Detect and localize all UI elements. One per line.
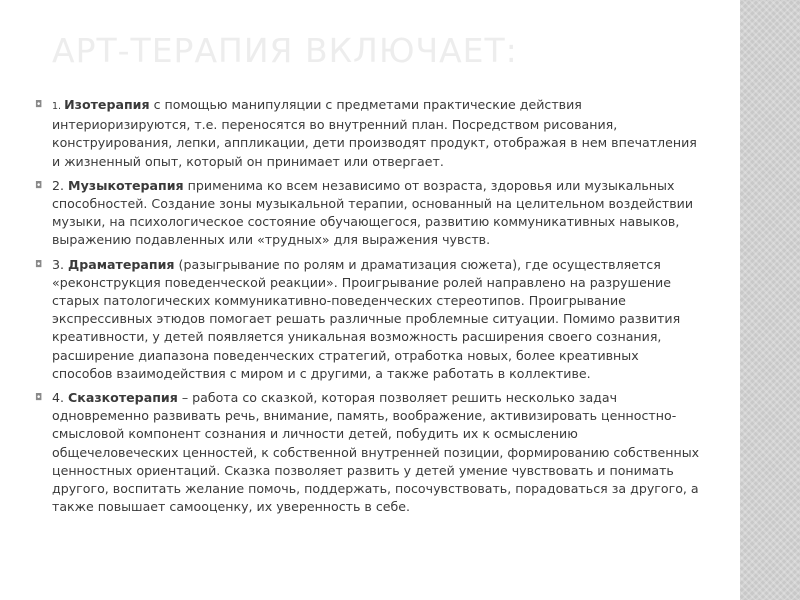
item-description: – работа со сказкой, которая позволяет решить несколько задач одновременно развивать речь, внимание, память, воображение, активизировать ценностно-смысловой компонент сознания и личности детей, побудить их к осмыслению общечеловеческих ценностей, к собственной внутренней позиции, формированию собственных ценностных ориентаций. Сказка позволяет развить у детей умение чувствовать и понимать другого, воспитать желание помочь, поддержать, посочувствовать, порадоваться за другого, а также повышает самооценку, их уверенность в себе.: [52, 390, 700, 515]
bullet-icon: ◘: [35, 180, 43, 191]
list-item-skazkoterapiya: [35, 389, 700, 516]
item-term: Сказкотерапия: [68, 390, 178, 406]
item-number: 3.: [52, 256, 69, 272]
bullet-icon: ◘: [35, 393, 43, 404]
item-description: с помощью манипуляции с предметами практические действия интериоризируются, т.е. переносятся во внутренний план. Посредством рисования, конструирования, лепки, аппликации, дети производят продукт, отображая в нем впечатления и жизненный опыт, который он принимает или отвергает.: [52, 97, 697, 169]
item-number: 1.: [52, 101, 65, 112]
item-number: 4.: [52, 390, 69, 406]
item-term: Изотерапия: [64, 97, 150, 112]
item-term: Драматерапия: [68, 256, 175, 272]
item-description: (разыгрывание по ролям и драматизация сюжета), где осуществляется «реконструкция поведенческой реакции». Проигрывание ролей направлено на разрушение старых патологических коммуникативно-поведенческих стереотипов. Проигрывание экспрессивных этюдов помогает решать различные проблемные ситуации. Помимо развития креативности, у детей появляется уникальная возможность расширения своего сознания, расширение диапазона поведенческих стратегий, отработка новых, более креативных способов взаимодействия с миром и с другими, а также работать в коллективе.: [52, 256, 681, 381]
decorative-side-panel: [740, 0, 800, 600]
item-term: Музыкотерапия: [68, 177, 184, 193]
slide-title: АРТ-ТЕРАПИЯ ВКЛЮЧАЕТ:: [52, 31, 518, 70]
item-number: 2.: [52, 177, 69, 193]
list-item-muzykoterapiya: [35, 177, 700, 250]
list-item-izoterapiya: [35, 96, 700, 171]
bullet-icon: ◘: [35, 100, 43, 110]
list-item-dramaterapiya: [35, 256, 700, 383]
content-list: [35, 96, 700, 522]
bullet-icon: ◘: [35, 259, 43, 270]
item-description: применима ко всем независимо от возраста, здоровья или музыкальных способностей. Создание зоны музыкальной терапии, основанный на целительном воздействии музыки, на психологическое состояние обучающегося, развитию коммуникативных навыков, выражению подавленных или «трудных» для выражения чувств.: [52, 177, 694, 248]
